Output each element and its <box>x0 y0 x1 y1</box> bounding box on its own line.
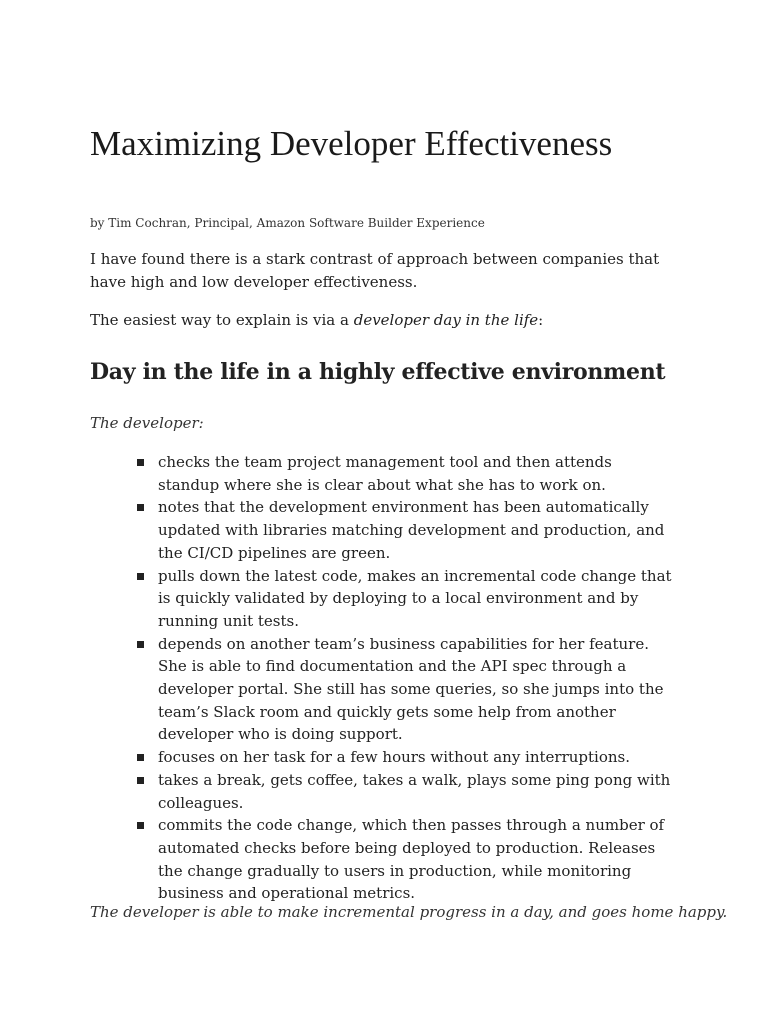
list-item-text: checks the team project management tool and then attends standup where she is clear about what she has to work on. <box>158 453 612 494</box>
list-item <box>137 769 677 814</box>
list-item-text: notes that the development environment has been automatically updated with libraries matching development and production, and the CI/CD pipelines are green. <box>158 498 665 562</box>
list-item <box>137 565 677 633</box>
bullet-square-icon <box>137 777 144 784</box>
explain-suffix: : <box>538 311 544 329</box>
section-heading: Day in the life in a highly effective environment <box>90 359 666 385</box>
explain-prefix: The easiest way to explain is via a <box>90 311 354 329</box>
bullet-square-icon <box>137 573 144 580</box>
bullet-square-icon <box>137 459 144 466</box>
list-item <box>137 633 677 747</box>
closing-paragraph: The developer is able to make incremental progress in a day, and goes home happy. <box>90 903 728 921</box>
list-item-text: depends on another team’s business capabilities for her feature. She is able to find documentation and the API spec through a developer portal. She still has some queries, so she jumps into the team’s Slack room and quickly gets some help from another developer who is doing support. <box>158 634 664 744</box>
list-item <box>137 496 677 564</box>
list-item <box>137 814 677 905</box>
list-lead: The developer: <box>90 414 204 432</box>
bullet-square-icon <box>137 822 144 829</box>
list-item-text: commits the code change, which then passes through a number of automated checks before being deployed to production. Releases the change gradually to users in production, while monitoring business and operational metrics. <box>158 816 665 903</box>
bullet-square-icon <box>137 641 144 648</box>
bullet-square-icon <box>137 504 144 511</box>
bullet-square-icon <box>137 754 144 761</box>
list-item <box>137 451 677 496</box>
activity-list <box>137 451 677 905</box>
list-item-text: takes a break, gets coffee, takes a walk, plays some ping pong with colleagues. <box>158 770 671 812</box>
explain-emphasis: developer day in the life <box>353 311 539 329</box>
article-title: Maximizing Developer Effectiveness <box>90 124 613 163</box>
intro-paragraph: I have found there is a stark contrast of approach between companies that have high and low developer effectiveness. <box>90 250 660 291</box>
explain-paragraph <box>90 309 680 332</box>
article-byline: by Tim Cochran, Principal, Amazon Software Builder Experience <box>90 216 485 230</box>
list-item-text: focuses on her task for a few hours without any interruptions. <box>158 748 631 767</box>
list-item-text: pulls down the latest code, makes an incremental code change that is quickly validated by deploying to a local environment and by running unit tests. <box>158 566 672 630</box>
list-item <box>137 746 677 769</box>
